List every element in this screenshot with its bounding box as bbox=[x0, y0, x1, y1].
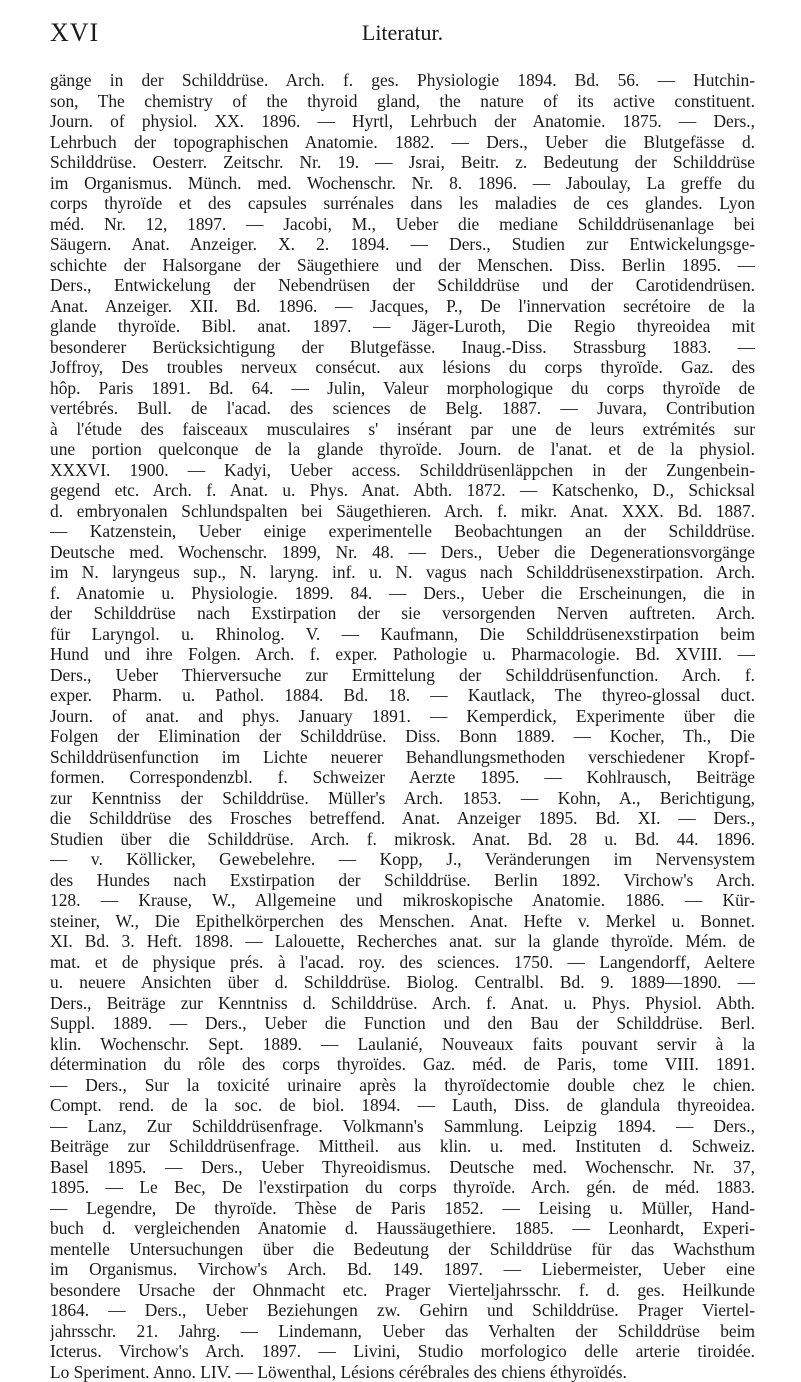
text-line: d. embryonalen Schlundspalten bei Säugethieren. Arch. f. mikr. Anat. XXX. Bd. 1887. bbox=[50, 501, 755, 522]
text-line: Journ. of physiol. XX. 1896. — Hyrtl, Lehrbuch der Anatomie. 1875. — Ders., bbox=[50, 111, 755, 132]
text-line: im N. laryngeus sup., N. laryng. inf. u. N. vagus nach Schilddrüsenexstirpation. Arch. bbox=[50, 562, 755, 583]
text-line: Hund und ihre Folgen. Arch. f. exper. Pathologie u. Pharmacologie. Bd. XVIII. — bbox=[50, 644, 755, 665]
text-line: — Legendre, De thyroïde. Thèse de Paris 1852. — Leising u. Müller, Hand- bbox=[50, 1198, 755, 1219]
text-line: buch d. vergleichenden Anatomie d. Haussäugethiere. 1885. — Leonhardt, Experi- bbox=[50, 1218, 755, 1239]
text-line: Studien über die Schilddrüse. Arch. f. mikrosk. Anat. Bd. 28 u. Bd. 44. 1896. bbox=[50, 829, 755, 850]
text-line: zur Kenntniss der Schilddrüse. Müller's Arch. 1853. — Kohn, A., Berichtigung, bbox=[50, 788, 755, 809]
text-line: Beiträge zur Schilddrüsenfrage. Mittheil. aus klin. u. med. Instituten d. Schweiz. bbox=[50, 1136, 755, 1157]
text-line: XXXVI. 1900. — Kadyi, Ueber access. Schilddrüsenläppchen in der Zungenbein- bbox=[50, 460, 755, 481]
text-line: Ders., Entwickelung der Nebendrüsen der Schilddrüse und der Carotidendrüsen. bbox=[50, 275, 755, 296]
text-line: formen. Correspondenzbl. f. Schweizer Aerzte 1895. — Kohlrausch, Beiträge bbox=[50, 767, 755, 788]
text-line: méd. Nr. 12, 1897. — Jacobi, M., Ueber die mediane Schilddrüsenanlage bei bbox=[50, 214, 755, 235]
text-line: im Organismus. Virchow's Arch. Bd. 149. 1897. — Liebermeister, Ueber eine bbox=[50, 1259, 755, 1280]
text-line: Basel 1895. — Ders., Ueber Thyreoidismus. Deutsche med. Wochenschr. Nr. 37, bbox=[50, 1157, 755, 1178]
text-line: klin. Wochenschr. Sept. 1889. — Laulanié, Nouveaux faits pouvant servir à la bbox=[50, 1034, 755, 1055]
text-line: — v. Köllicker, Gewebelehre. — Kopp, J., Veränderungen im Nervensystem bbox=[50, 849, 755, 870]
text-line: der Schilddrüse nach Exstirpation der sie versorgenden Nerven auftreten. Arch. bbox=[50, 603, 755, 624]
text-line: Joffroy, Des troubles nerveux consécut. aux lésions du corps thyroïde. Gaz. des bbox=[50, 357, 755, 378]
text-line: Lo Speriment. Anno. LIV. — Löwenthal, Lésions cérébrales des chiens éthyroïdés. bbox=[50, 1362, 755, 1382]
text-line: glande thyroïde. Bibl. anat. 1897. — Jäger-Luroth, Die Regio thyreoidea mit bbox=[50, 316, 755, 337]
text-line: für Laryngol. u. Rhinolog. V. — Kaufmann, Die Schilddrüsenexstirpation beim bbox=[50, 624, 755, 645]
text-line: u. neuere Ansichten über d. Schilddrüse. Biolog. Centralbl. Bd. 9. 1889—1890. — bbox=[50, 972, 755, 993]
text-line: besonderer Berücksichtigung der Blutgefässe. Inaug.-Diss. Strassburg 1883. — bbox=[50, 337, 755, 358]
text-line: Schilddrüse. Oesterr. Zeitschr. Nr. 19. — Jsrai, Beitr. z. Bedeutung der Schilddrüse bbox=[50, 152, 755, 173]
text-line: mentelle Untersuchungen über die Bedeutung der Schilddrüse für das Wachsthum bbox=[50, 1239, 755, 1260]
text-line: Schilddrüsenfunction im Lichte neuerer Behandlungsmethoden verschiedener Kropf- bbox=[50, 747, 755, 768]
text-line: Journ. of anat. and phys. January 1891. — Kemperdick, Experimente über die bbox=[50, 706, 755, 727]
page-header bbox=[50, 18, 755, 54]
text-line: steiner, W., Die Epithelkörperchen des Menschen. Anat. Hefte v. Merkel u. Bonnet. bbox=[50, 911, 755, 932]
text-line: — Lanz, Zur Schilddrüsenfrage. Volkmann's Sammlung. Leipzig 1894. — Ders., bbox=[50, 1116, 755, 1137]
text-line: mat. et de physique prés. à l'acad. roy. des sciences. 1750. — Langendorff, Aeltere bbox=[50, 952, 755, 973]
text-line: jahrsschr. 21. Jahrg. — Lindemann, Ueber das Verhalten der Schilddrüse beim bbox=[50, 1321, 755, 1342]
text-line: schichte der Halsorgane der Säugethiere und der Menschen. Diss. Berlin 1895. — bbox=[50, 255, 755, 276]
page-number: XVI bbox=[50, 18, 99, 48]
text-line: Ders., Beiträge zur Kenntniss d. Schilddrüse. Arch. f. Anat. u. Phys. Physiol. Abth. bbox=[50, 993, 755, 1014]
text-line: hôp. Paris 1891. Bd. 64. — Julin, Valeur morphologique du corps thyroïde de bbox=[50, 378, 755, 399]
text-line: Icterus. Virchow's Arch. 1897. — Livini, Studio morfologico delle arterie tiroidée. bbox=[50, 1341, 755, 1362]
text-line: une portion quelconque de la glande thyroïde. Journ. de l'anat. et de la physiol. bbox=[50, 439, 755, 460]
text-line: 1895. — Le Bec, De l'exstirpation du corps thyroïde. Arch. gén. de méd. 1883. bbox=[50, 1177, 755, 1198]
text-line: XI. Bd. 3. Heft. 1898. — Lalouette, Recherches anat. sur la glande thyroïde. Mém. de bbox=[50, 931, 755, 952]
text-line: besondere Ursache der Ohnmacht etc. Prager Vierteljahrsschr. f. d. ges. Heilkunde bbox=[50, 1280, 755, 1301]
text-line: Folgen der Elimination der Schilddrüse. Diss. Bonn 1889. — Kocher, Th., Die bbox=[50, 726, 755, 747]
text-line: Lehrbuch der topographischen Anatomie. 1882. — Ders., Ueber die Blutgefässe d. bbox=[50, 132, 755, 153]
bibliography-text bbox=[50, 70, 755, 1382]
running-title: Literatur. bbox=[50, 20, 755, 46]
text-line: Säugern. Anat. Anzeiger. X. 2. 1894. — Ders., Studien zur Entwickelungsge- bbox=[50, 234, 755, 255]
text-line: Deutsche med. Wochenschr. 1899, Nr. 48. — Ders., Ueber die Degenerationsvorgänge bbox=[50, 542, 755, 563]
text-line: 1864. — Ders., Ueber Beziehungen zw. Gehirn und Schilddrüse. Prager Viertel- bbox=[50, 1300, 755, 1321]
text-line: Anat. Anzeiger. XII. Bd. 1896. — Jacques, P., De l'innervation secrétoire de la bbox=[50, 296, 755, 317]
text-line: exper. Pharm. u. Pathol. 1884. Bd. 18. — Kautlack, The thyreo-glossal duct. bbox=[50, 685, 755, 706]
text-line: Compt. rend. de la soc. de biol. 1894. — Lauth, Diss. de glandula thyreoidea. bbox=[50, 1095, 755, 1116]
text-line: à l'étude des faisceaux musculaires s' insérant par une de leurs extrémités sur bbox=[50, 419, 755, 440]
text-line: vertébrés. Bull. de l'acad. des sciences de Belg. 1887. — Juvara, Contribution bbox=[50, 398, 755, 419]
text-line: son, The chemistry of the thyroid gland, the nature of its active constituent. bbox=[50, 91, 755, 112]
text-line: gänge in der Schilddrüse. Arch. f. ges. Physiologie 1894. Bd. 56. — Hutchin- bbox=[50, 70, 755, 91]
text-line: Ders., Ueber Thierversuche zur Ermittelung der Schilddrüsenfunction. Arch. f. bbox=[50, 665, 755, 686]
text-line: des Hundes nach Exstirpation der Schilddrüse. Berlin 1892. Virchow's Arch. bbox=[50, 870, 755, 891]
text-line: — Ders., Sur la toxicité urinaire après la thyroïdectomie double chez le chien. bbox=[50, 1075, 755, 1096]
text-line: Suppl. 1889. — Ders., Ueber die Function und den Bau der Schilddrüse. Berl. bbox=[50, 1013, 755, 1034]
text-line: détermination du rôle des corps thyroïdes. Gaz. méd. de Paris, tome VIII. 1891. bbox=[50, 1054, 755, 1075]
text-line: — Katzenstein, Ueber einige experimentelle Beobachtungen an der Schilddrüse. bbox=[50, 521, 755, 542]
text-line: corps thyroïde et des capsules surrénales dans les maladies de ces glandes. Lyon bbox=[50, 193, 755, 214]
text-line: im Organismus. Münch. med. Wochenschr. Nr. 8. 1896. — Jaboulay, La greffe du bbox=[50, 173, 755, 194]
text-line: die Schilddrüse des Frosches betreffend. Anat. Anzeiger 1895. Bd. XI. — Ders., bbox=[50, 808, 755, 829]
text-line: gegend etc. Arch. f. Anat. u. Phys. Anat. Abth. 1872. — Katschenko, D., Schicksal bbox=[50, 480, 755, 501]
text-line: 128. — Krause, W., Allgemeine und mikroskopische Anatomie. 1886. — Kür- bbox=[50, 890, 755, 911]
text-line: f. Anatomie u. Physiologie. 1899. 84. — Ders., Ueber die Erscheinungen, die in bbox=[50, 583, 755, 604]
